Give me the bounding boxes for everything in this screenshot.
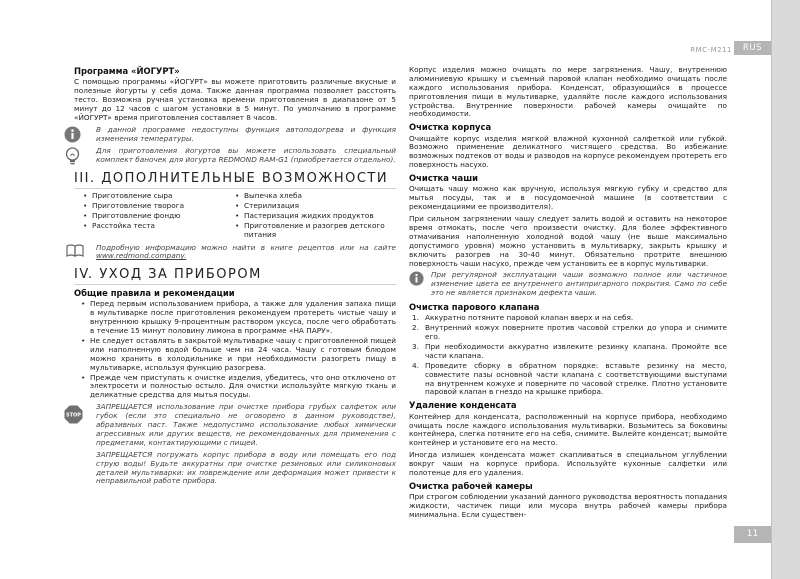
chamber-cleaning-text: При строгом соблюдении указаний данного руководства вероятность попадания жидкости, частичек пищи или мусора внутрь рабочей камеры прибора минимальна. Если существен- (409, 492, 727, 519)
feature-item: • Приготовление творога (74, 202, 226, 211)
bowl-note-text: При регулярной эксплуатации чаши возможно полное или частичное изменение цвета ее внутреннего антипригарного покрытия. Само по себе это не является признаком дефекта чаши. (431, 270, 727, 298)
bowl-cleaning-title: Очистка чаши (409, 173, 478, 184)
website-link[interactable]: www.redmond.company. (96, 251, 187, 261)
left-column (66, 66, 396, 490)
page-number: 11 (734, 526, 771, 543)
tip-note-text: Для приготовления йогуртов вы можете использовать специальный комплект баночек для йогурта REDMOND RAM-G1 (приобретается отдельно). (96, 146, 396, 165)
section-3-title: III. ДОПОЛНИТЕЛЬНЫЕ ВОЗМОЖНОСТИ (74, 171, 396, 189)
feature-item: • Приготовление сыра (74, 192, 226, 201)
general-list (74, 300, 396, 400)
condensate-text-2: Иногда излишек конденсата может скапливаться в специальном углублении вокруг чаши на корпусе прибора. Используйте кухонные салфетки или полотенце для его удаления. (409, 450, 727, 477)
care-intro: Корпус изделия можно очищать по мере загрязнения. Чашу, внутреннюю алюминиевую крышку и съемный паровой клапан необходимо очищать после каждого использования прибора. Конденсат, образующийся в процессе приготовления пищи в мультиварке, удаляйте после каждого использования устройства. Внутренние поверхности рабочей камеры очищайте по необходимости. (409, 65, 727, 119)
language-badge: RUS (734, 41, 771, 55)
feature-item: • Стерилизация (226, 202, 396, 211)
step-item: 1. Аккуратно потяните паровой клапан вверх и на себя. (412, 313, 634, 323)
tip-note (74, 147, 396, 165)
info-icon (64, 126, 81, 146)
step-item: 3. При необходимости аккуратно извлеките резинку клапана. Промойте все части клапана. (412, 342, 727, 360)
bowl-cleaning-text-2: При сильном загрязнении чашу следует залить водой и оставить на некоторое время отмокать, после чего произвести очистку. Для более эффективного отмачивания наполненную холодной водой чашу (не выше максимально допустимого уровня) можно установить в мультиварку, закрыть крышку и включить разогрев на 30-40 минут. Обязательно протрите внешнюю поверхность чаши насухо, прежде чем установить ее в корпус мультиварки. (409, 214, 727, 268)
book-note (74, 244, 396, 262)
stop-note (66, 402, 396, 486)
condensate-text-1: Контейнер для конденсата, расположенный на корпусе прибора, необходимо очищать после каждого использования мультиварки. Возьмитесь за боковины контейнера, слегка потяните его на себя, снимите. Вылейте конденсат; вымойте контейнер и установите его на место. (409, 411, 727, 448)
bowl-cleaning-text-1: Очищать чашу можно как вручную, используя мягкую губку и средство для мытья посуды, так и в посудомоечной машине (в соответствии с рекомендациями ее производителя). (409, 184, 727, 212)
feature-item: • Пастеризация жидких продуктов (226, 212, 396, 221)
stop-icon (64, 405, 83, 427)
list-item: • Перед первым использованием прибора, а также для удаления запаха пищи в мультиварке после приготовления рекомендуем протереть чистые чашу и внутреннюю крышку 9-процентным раствором уксуса, после чего обработать в течение 15 минут половину лимона в программе «НА ПАРУ». (74, 300, 396, 336)
info-icon (409, 271, 424, 289)
section-4-title: IV. УХОД ЗА ПРИБОРОМ (74, 267, 396, 285)
general-title: Общие правила и рекомендации (74, 288, 235, 299)
book-note-text: Подробную информацию можно найти в книге рецептов или на сайте (96, 242, 396, 252)
body-cleaning-text: Очищайте корпус изделия мягкой влажной кухонной салфеткой или губкой. Возможно применение деликатного чистящего средства. Во избежание возможных подтеков от воды и разводов на корпусе рекомендуем протереть его поверхность насухо. (409, 133, 727, 170)
feature-item: • Приготовление фондю (74, 212, 226, 221)
stop-text-1: ЗАПРЕЩАЕТСЯ использование при очистке прибора грубых салфеток или губок (если это специально не оговорено в данном руководстве), абразивных паст. Также недопустимо использование любых химически агрессивных или других веществ, не рекомендованных для применения с предметами, контактирующими с пищей. (96, 402, 396, 447)
list-item: • Не следует оставлять в закрытой мультиварке чашу с приготовленной пищей или наполненную водой больше чем на 24 часа. Чашу с готовым блюдом можно хранить в холодильнике и при необходимости разогреть пищу в мультиварке, используя функцию разогрева. (74, 337, 396, 373)
valve-cleaning-title: Очистка парового клапана (409, 302, 540, 313)
info-note (74, 126, 396, 144)
stop-text-2: ЗАПРЕЩАЕТСЯ погружать корпус прибора в воду или помещать его под струю воды! Будьте аккуратны при очистке резиновых или силиконовых деталей мультиварки: их повреждение или деформация может привести к неправильной работе прибора. (96, 449, 396, 486)
lightbulb-icon (64, 147, 81, 170)
info-note-text: В данной программе недоступны функция автоподогрева и функция изменения температуры. (96, 124, 396, 143)
bowl-note (409, 271, 727, 298)
yogurt-text: С помощью программы «ЙОГУРТ» вы можете приготовить различные вкусные и полезные йогурты у себя дома. Также данная программа позволяет расстоять тесто. Возможна ручная установка времени приготовления в диапазоне от 5 минут до 12 часов с шагом установки в 5 минут. По умолчанию в программе «ЙОГУРТ» время приготовления составляет 8 часов. (74, 77, 396, 122)
stop-icon-label: STOP (66, 412, 81, 419)
list-item: • Прежде чем приступать к очистке изделия, убедитесь, что оно отключено от электросети и полностью остыло. Для очистки используйте мягкую ткань и деликатные средства для мытья посуды. (74, 374, 396, 401)
yogurt-title: Программа «ЙОГУРТ» (74, 66, 180, 76)
model-label: RMC-M211 (690, 46, 732, 54)
valve-steps (409, 314, 727, 397)
feature-item: • Приготовление и разогрев детского питания (226, 222, 396, 240)
page-edge-tab (771, 0, 800, 579)
feature-item: • Расстойка теста (74, 222, 226, 240)
condensate-title: Удаление конденсата (409, 400, 517, 411)
right-column (409, 66, 727, 523)
chamber-cleaning-title: Очистка рабочей камеры (409, 480, 533, 491)
step-item: 4. Проведите сборку в обратном порядке: вставьте резинку на место, совместите пазы основной части клапана с соответствующими выступами на внутреннем кожухе и поверните по часовой стрелке. Плотно установите паровой клапан в гнездо на крышке прибора. (412, 360, 727, 397)
feature-item: • Выпечка хлеба (226, 192, 396, 201)
step-item: 2. Внутренний кожух поверните против часовой стрелки до упора и снимите его. (412, 323, 727, 342)
features-list (74, 192, 396, 240)
body-cleaning-title: Очистка корпуса (409, 122, 492, 133)
book-icon (66, 244, 84, 260)
